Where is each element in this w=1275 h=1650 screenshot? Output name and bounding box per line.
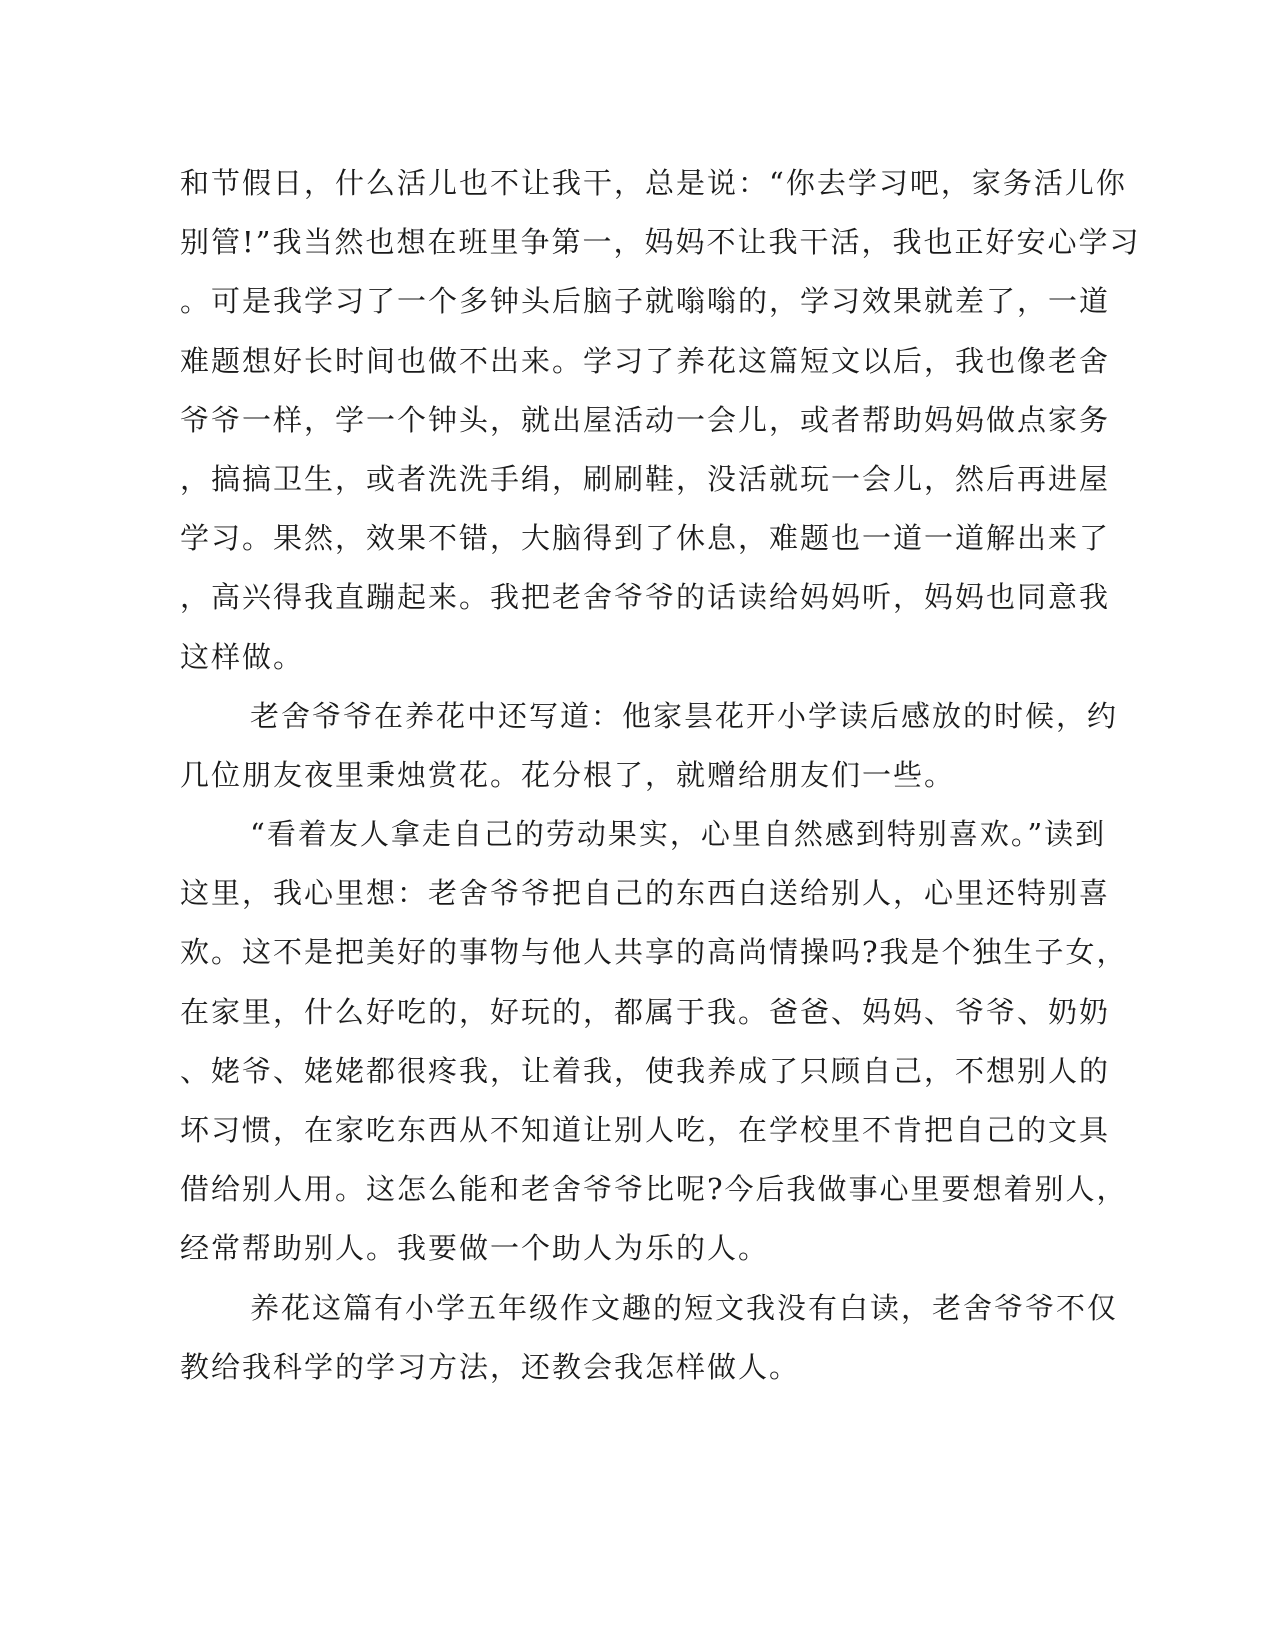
text-line: 、姥爷、姥姥都很疼我，让着我，使我养成了只顾自己，不想别人的 [180, 1053, 1111, 1088]
text-line: 欢。这不是把美好的事物与他人共享的高尚情操吗?我是个独生子女， [180, 935, 1128, 970]
text-line: 难题想好长时间也做不出来。学习了养花这篇短文以后，我也像老舍 [180, 343, 1111, 378]
essay-body [180, 154, 1141, 1397]
text-line: 这样做。 [180, 639, 305, 674]
text-line: 坏习惯，在家吃东西从不知道让别人吃，在学校里不肯把自己的文具 [180, 1113, 1111, 1147]
paragraph-start-line: 养花这篇有小学五年级作文趣的短文我没有白读，老舍爷爷不仅 [250, 1290, 1119, 1325]
text-line: ，高兴得我直蹦起来。我把老舍爷爷的话读给妈妈听，妈妈也同意我 [180, 580, 1111, 615]
text-line: 几位朋友夜里秉烛赏花。花分根了，就赠给朋友们一些。 [180, 757, 956, 792]
text-line: 学习。果然，效果不错，大脑得到了休息，难题也一道一道解出来了 [180, 521, 1111, 556]
text-line: 。可是我学习了一个多钟头后脑子就嗡嗡的，学习效果就差了，一道 [180, 284, 1111, 319]
text-line: 在家里，什么好吃的，好玩的，都属于我。爸爸、妈妈、爷爷、奶奶 [180, 994, 1111, 1029]
paragraph-start-line: 老舍爷爷在养花中还写道：他家昙花开小学读后感放的时候，约 [250, 698, 1119, 733]
paragraph-start-line: “看着友人拿走自己的劳动果实，心里自然感到特别喜欢。”读到 [250, 817, 1107, 852]
text-line: 这里，我心里想：老舍爷爷把自己的东西白送给别人，心里还特别喜 [180, 876, 1111, 911]
text-line: 爷爷一样，学一个钟头，就出屋活动一会儿，或者帮助妈妈做点家务 [180, 402, 1111, 437]
text-line: 教给我科学的学习方法，还教会我怎样做人。 [180, 1349, 801, 1384]
text-line: ，搞搞卫生，或者洗洗手绢，刷刷鞋，没活就玩一会儿，然后再进屋 [180, 461, 1111, 496]
text-line: 经常帮助别人。我要做一个助人为乐的人。 [180, 1231, 770, 1266]
text-line: 和节假日，什么活儿也不让我干，总是说：“你去学习吧，家务活儿你 [180, 166, 1127, 200]
text-line: 借给别人用。这怎么能和老舍爷爷比呢?今后我做事心里要想着别人， [180, 1172, 1128, 1207]
text-line: 别管!”我当然也想在班里争第一，妈妈不让我干活，我也正好安心学习 [180, 225, 1141, 260]
